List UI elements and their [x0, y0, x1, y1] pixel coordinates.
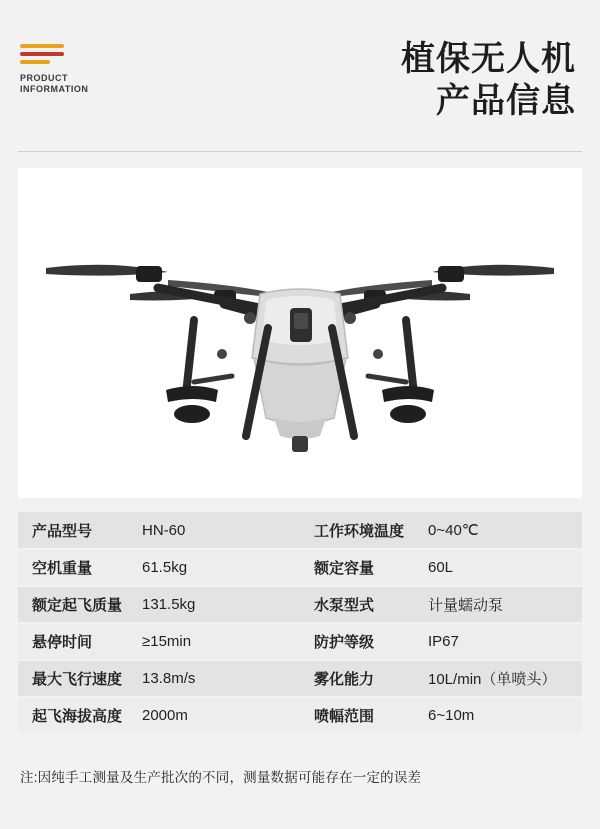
spec-value: 13.8m/s — [136, 660, 300, 697]
spec-label: 水泵型式 — [300, 586, 422, 623]
header-divider — [18, 151, 582, 152]
spec-label: 最大飞行速度 — [18, 660, 136, 697]
table-row — [18, 623, 582, 660]
spec-label: 喷幅范围 — [300, 697, 422, 734]
spec-label: 额定容量 — [300, 549, 422, 586]
spec-value: 131.5kg — [136, 586, 300, 623]
spec-value: 0~40℃ — [422, 512, 582, 549]
spec-value: 2000m — [136, 697, 300, 734]
title-sub: 产品信息 — [436, 82, 576, 120]
spec-value: HN-60 — [136, 512, 300, 549]
logo-bars-icon — [20, 44, 64, 64]
spec-value: ≥15min — [136, 623, 300, 660]
spec-value: 6~10m — [422, 697, 582, 734]
table-row — [18, 586, 582, 623]
logo-caption-line1: PRODUCT — [20, 73, 68, 83]
spec-label: 产品型号 — [18, 512, 136, 549]
table-row — [18, 660, 582, 697]
page-title — [401, 38, 576, 122]
spec-label: 工作环境温度 — [300, 512, 422, 549]
title-main: 植保无人机 — [401, 40, 576, 78]
spec-label: 额定起飞质量 — [18, 586, 136, 623]
spec-label: 悬停时间 — [18, 623, 136, 660]
brand-logo — [20, 44, 160, 95]
spec-label: 空机重量 — [18, 549, 136, 586]
page-header — [0, 0, 600, 152]
spec-value: 10L/min（单喷头） — [422, 660, 582, 697]
table-row — [18, 697, 582, 734]
table-row — [18, 549, 582, 586]
spec-label: 雾化能力 — [300, 660, 422, 697]
product-image — [18, 168, 582, 498]
logo-caption — [20, 73, 160, 95]
spec-value: 60L — [422, 549, 582, 586]
spec-value: 计量蠕动泵 — [422, 586, 582, 623]
spec-label: 防护等级 — [300, 623, 422, 660]
table-row — [18, 512, 582, 549]
spec-value: 61.5kg — [136, 549, 300, 586]
measurement-note: 注:因纯手工测量及生产批次的不同，测量数据可能存在一定的误差 — [20, 770, 422, 785]
drone-illustration — [18, 168, 582, 498]
spec-value: IP67 — [422, 623, 582, 660]
spec-label: 起飞海拔高度 — [18, 697, 136, 734]
specifications-table — [18, 512, 582, 735]
logo-caption-line2: INFORMATION — [20, 84, 89, 94]
